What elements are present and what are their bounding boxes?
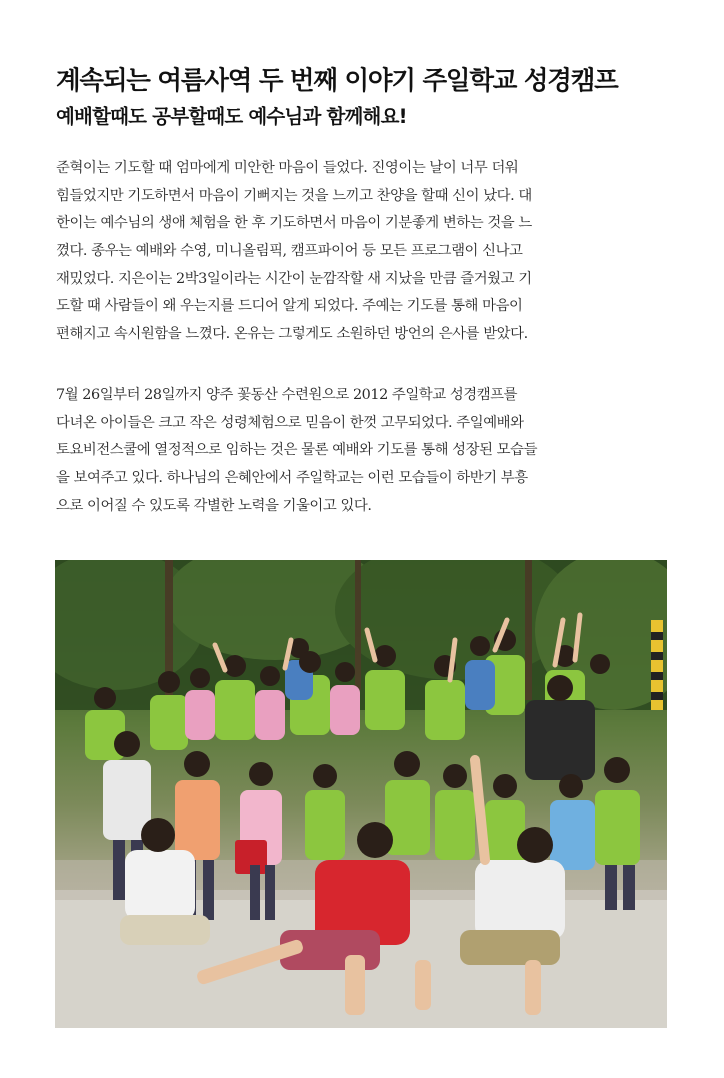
paragraph-line: 준혁이는 기도할 때 엄마에게 미안한 마음이 들었다. 진영이는 날이 너무 더워 (56, 160, 519, 176)
page-subtitle: 예배할때도 공부할때도 예수님과 함께해요! (56, 105, 407, 128)
article-paragraph-1 (56, 155, 668, 349)
paragraph-line: 힘들었지만 기도하면서 마음이 기뻐지는 것을 느끼고 찬양을 할때 신이 났다. 대 (56, 187, 532, 204)
paragraph-line: 재밌었다. 지은이는 2박3일이라는 시간이 눈깜작할 새 지났을 만큼 즐거웠고 기 (56, 270, 532, 287)
paragraph-line: 토요비전스쿨에 열정적으로 임하는 것은 물론 예배와 기도를 통해 성장된 모습들 (56, 442, 538, 459)
paragraph-line: 꼈다. 종우는 예배와 수영, 미니올림픽, 캠프파이어 등 모든 프로그램이 신나고 (56, 243, 523, 260)
paragraph-line: 편해지고 속시원함을 느꼈다. 온유는 그렇게도 소원하던 방언의 은사를 받았다. (56, 326, 528, 343)
paragraph-line: 을 보여주고 있다. 하나님의 은혜안에서 주일학교는 이런 모습들이 하반기 부흥 (56, 470, 528, 487)
paragraph-line: 도할 때 사람들이 왜 우는지를 드디어 알게 되었다. 주예는 기도를 통해 마음이 (56, 298, 523, 315)
paragraph-line: 다녀온 아이들은 크고 작은 성령체험으로 믿음이 한껏 고무되었다. 주일예배와 (56, 414, 524, 431)
paragraph-line: 7월 26일부터 28일까지 양주 꽃동산 수련원으로 2012 주일학교 성경캠프를 (56, 387, 518, 403)
page-title: 계속되는 여름사역 두 번째 이야기 주일학교 성경캠프 (56, 66, 618, 96)
paragraph-line: 한이는 예수님의 생애 체험을 한 후 기도하면서 마음이 기분좋게 변하는 것을 느 (56, 215, 532, 232)
paragraph-line: 으로 이어질 수 있도록 각별한 노력을 기울이고 있다. (56, 497, 372, 514)
article-paragraph-2 (56, 382, 668, 520)
camp-group-photo (55, 560, 667, 1028)
